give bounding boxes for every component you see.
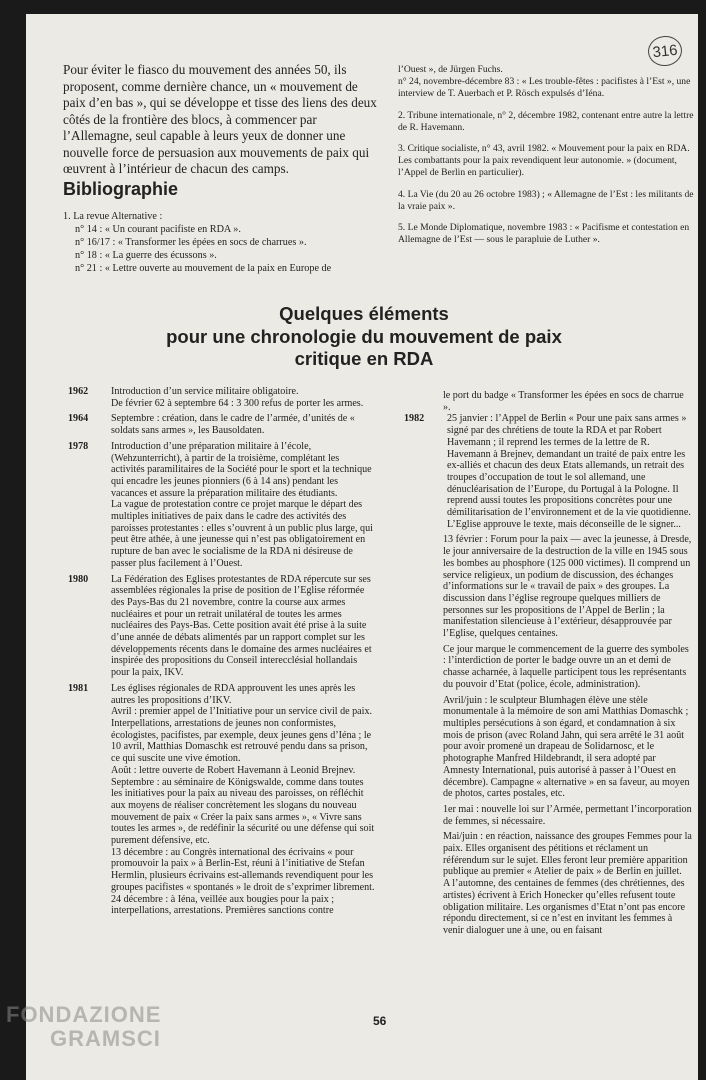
chronology-entry bbox=[68, 386, 375, 409]
entry-paragraph: Mai/juin : en réaction, naissance des groupes Femmes pour la paix. Elles organisent des pétitions et réclament un référendum sur le sujet. Elles feront leur première apparition publique au premier « Atelier de paix » de Berlin en juillet. bbox=[443, 831, 692, 878]
chronology-entry bbox=[68, 574, 375, 679]
chronology-entry bbox=[68, 683, 375, 917]
page-number: 56 bbox=[373, 1014, 387, 1028]
entry-text: Introduction d’une préparation militaire à l’école, (Wehzunterricht), à partir de la troisième, complétant les activités paramilitaires de la Société pour le sport et la technique qui encadre les jeunes pionniers (6 à 14 ans) pendant les vacances et assure la préparation militaire des étudiants. La vague de protestation contre ce projet marque le départ des multiples initiatives de paix dans le cadre des activités des paroisses protestantes : elles s’ouvrent à un public plus large, qui peut être athée, à une jeunesse qui n’est pas obligatoirement en rupture de ban avec le socialisme de la RDA ni désireuse de passer plus facilement à l’Ouest. bbox=[111, 440, 373, 569]
chronology-title: Quelques éléments pour une chronologie du mouvement de paix critique en RDA bbox=[166, 303, 562, 369]
entry-paragraph: Ce jour marque le commencement de la guerre des symboles : l’interdiction de porter le badge ouvre un an et demi de chasse acharnée, à laquelle participent tous les représentants du pouvoir d’Etat (police, école, administration). bbox=[443, 643, 689, 690]
entry-year: 1981 bbox=[68, 682, 89, 694]
entry-year: 1982 bbox=[404, 413, 425, 425]
bib-item: 3. Critique socialiste, n° 43, avril 1982. « Mouvement pour la paix en RDA. Les combattants pour la paix revendiquent leur autonomie. » (document, l’Appel de Berlin en particulier). bbox=[398, 143, 690, 179]
entry-year: 1980 bbox=[68, 573, 89, 585]
bibliography-list-right bbox=[398, 64, 694, 255]
bibliography-list-left bbox=[63, 210, 393, 275]
bib-item: n° 21 : « Lettre ouverte au mouvement de la paix en Europe de bbox=[75, 263, 332, 274]
entry-paragraph: 13 février : Forum pour la paix — avec la jeunesse, à Dresde, le jour anniversaire de la destruction de la ville en 1945 sous les bombes au phosphore (125 000 victimes). Il comprend un service religieux, un podium de discussion, des échanges d’informations sur le « travail de paix » des groupes. La discussion dans l’église regroupe quelques milliers de personnes sur les propositions de l’Appel de Berlin ; la manifestation silencieuse à l’extérieur, désapprouvée par l’Eglise, quelques centaines. bbox=[443, 534, 692, 640]
entry-text: La Fédération des Eglises protestantes de RDA répercute sur ses assemblées régionales la prise de position de l’Eglise réformée des Pays-Bas du 21 novembre, contre la course aux armes nucléaires et pour un retrait unilatéral de toutes les armes nucléaires des Pays-Bas. Cette position avait été prise à la suite d’une année de débats alimentés par un rapport complet sur les développements récents dans le domaine des armes nucléaires et inspirée des propositions du Conseil interecclésial hollandais pour la paix, IKV. bbox=[111, 573, 372, 679]
bib-item: 2. Tribune internationale, n° 2, décembre 1982, contenant entre autre la lettre de R. Havemann. bbox=[398, 109, 694, 133]
entry-text: Septembre : création, dans le cadre de l’armée, d’unités de « soldats sans armes », les Bausoldaten. bbox=[111, 413, 355, 437]
entry-text: Les églises régionales de RDA approuvent les unes après les autres les propositions d’IKV. Avril : premier appel de l’Initiative pour un service civil de paix. Interpellations, arrestations de jeunes non conformistes, écologistes, pacifistes, par exemple, deux jeunes gens d’Iéna ; le 10 avril, Matthias Domaschk est retrouvé pendu dans sa prison, ce qui suscite une vive émotion. Août : lettre ouverte de Robert Havemann à Leonid Brejnev. Septembre : au séminaire de Königswalde, comme dans toutes les initiatives pour la paix au niveau des paroisses, on réfléchit aux moyens de réaliser concrètement les slogans du nouveau mouvement de paix « Créer la paix sans armes », « Vivre sans toutes les armes », de redéfinir la sécurité ou une défense qui soit purement défensive, etc. 13 décembre : au Congrès international des écrivains « pour promouvoir la paix » à Berlin-Est, réuni à l’initiative de Stefan Hermlin, plusieurs écrivains est-allemands revendiquent pour les groupes pacifistes « spontanés » le droit de s’exprimer librement. 24 décembre : à Iéna, veillée aux bougies pour la paix ; interpellations, arrestations. Premières sanctions contre bbox=[111, 682, 375, 917]
watermark-logo: FONDAZIONE GRAMSCI bbox=[6, 1002, 162, 1051]
entry-year: 1978 bbox=[68, 440, 89, 452]
chronology-left-column bbox=[68, 386, 375, 917]
bib-item: 5. Le Monde Diplomatique, novembre 1983 : « Pacifisme et contestation en Allemagne de l’Est — sous le parapluie de Luther ». bbox=[398, 222, 690, 246]
archive-stamp: 316 bbox=[647, 34, 684, 67]
entry-paragraph: A l’automne, des centaines de femmes (des chrétiennes, des artistes) écrivent à Erich Honecker qu’elles refusent toute obligation militaire. Les organismes d’Etat n’ont pas encore répondu directement, si ce n’est en invitant les femmes à venir dialoguer une à une, ou en faisant bbox=[443, 878, 685, 936]
bib-item: 4. La Vie (du 20 au 26 octobre 1983) ; « Allemagne de l’Est : les militants de la vraie paix ». bbox=[398, 188, 694, 212]
entry-text: 25 janvier : l’Appel de Berlin « Pour une paix sans armes » signé par des chrétiens de toute la RDA et par Robert Havemann ; il reprend les termes de la lettre de R. Havemann à Brejnev, demandant un traité de paix entre les ex-alliés et chacun des deux Etats allemands, un retrait des troupes d’occupation de tout le sol allemand, une dénucléarisation de l’Europe, du Portugal à la Pologne. Il reprend aussi toutes les propositions concrètes pour une démilitarisation de l’environnement et de la vie quotidienne. L’Eglise approuve le texte, mais déconseille de le signer... bbox=[447, 413, 691, 530]
bib-item: 1. La revue Alternative : bbox=[63, 211, 163, 222]
entry-text: Introduction d’un service militaire obligatoire. De février 62 à septembre 64 : 3 300 refus de porter les armes. bbox=[111, 386, 364, 409]
intro-paragraph: Pour éviter le fiasco du mouvement des années 50, ils proposent, comme dernière chance, un « mouvement de paix d’en bas », qui se développe et tisse des liens des deux côtés de la frontière des blocs, à commencer par l’Allemagne, seul capable à leurs yeux de donner une nouvelle force de persuasion aux mouvements de paix qui œuvrent à l’intérieur de chacun des camps. bbox=[63, 62, 377, 176]
entry-continuation: le port du badge « Transformer les épées en socs de charrue ». bbox=[443, 390, 684, 413]
chronology-entry bbox=[68, 413, 375, 436]
bib-item: n° 16/17 : « Transformer les épées en socs de charrues ». bbox=[75, 237, 307, 248]
entry-paragraph: Avril/juin : le sculpteur Blumhagen élève une stèle monumentale à la mémoire de son ami Matthias Domaschk ; multiples persécutions à son égard, et condamnation à six mois de prison (avec Roland Jahn, qui sera arrêté le 31 août pour avoir promené un drapeau de Solidarnosc, et le photographe Manfred Hildebrandt, il sera adopté par Amnesty International, puis autorisé à passer à l’Ouest en décembre). Campagne « alternative » en sa faveur, au moyen de photos, cartes postales, etc. bbox=[443, 694, 690, 800]
entry-year: 1962 bbox=[68, 386, 89, 397]
bib-item: n° 18 : « La guerre des écussons ». bbox=[75, 250, 217, 261]
bibliography-heading: Bibliographie bbox=[63, 179, 179, 199]
bib-item: n° 14 : « Un courant pacifiste en RDA ». bbox=[75, 224, 241, 235]
chronology-entry bbox=[404, 413, 692, 530]
chronology-right-column bbox=[404, 390, 692, 937]
entry-year: 1964 bbox=[68, 413, 89, 425]
bib-item: l’Ouest », de Jürgen Fuchs. n° 24, novembre-décembre 83 : « Les trouble-fêtes : pacifistes à l’Est », une interview de T. Auerbach et P. Rösch expulsés d’Iéna. bbox=[398, 64, 691, 100]
chronology-entry bbox=[68, 441, 375, 570]
entry-paragraph: 1er mai : nouvelle loi sur l’Armée, permettant l’incorporation de femmes, si nécessaire. bbox=[443, 803, 692, 827]
